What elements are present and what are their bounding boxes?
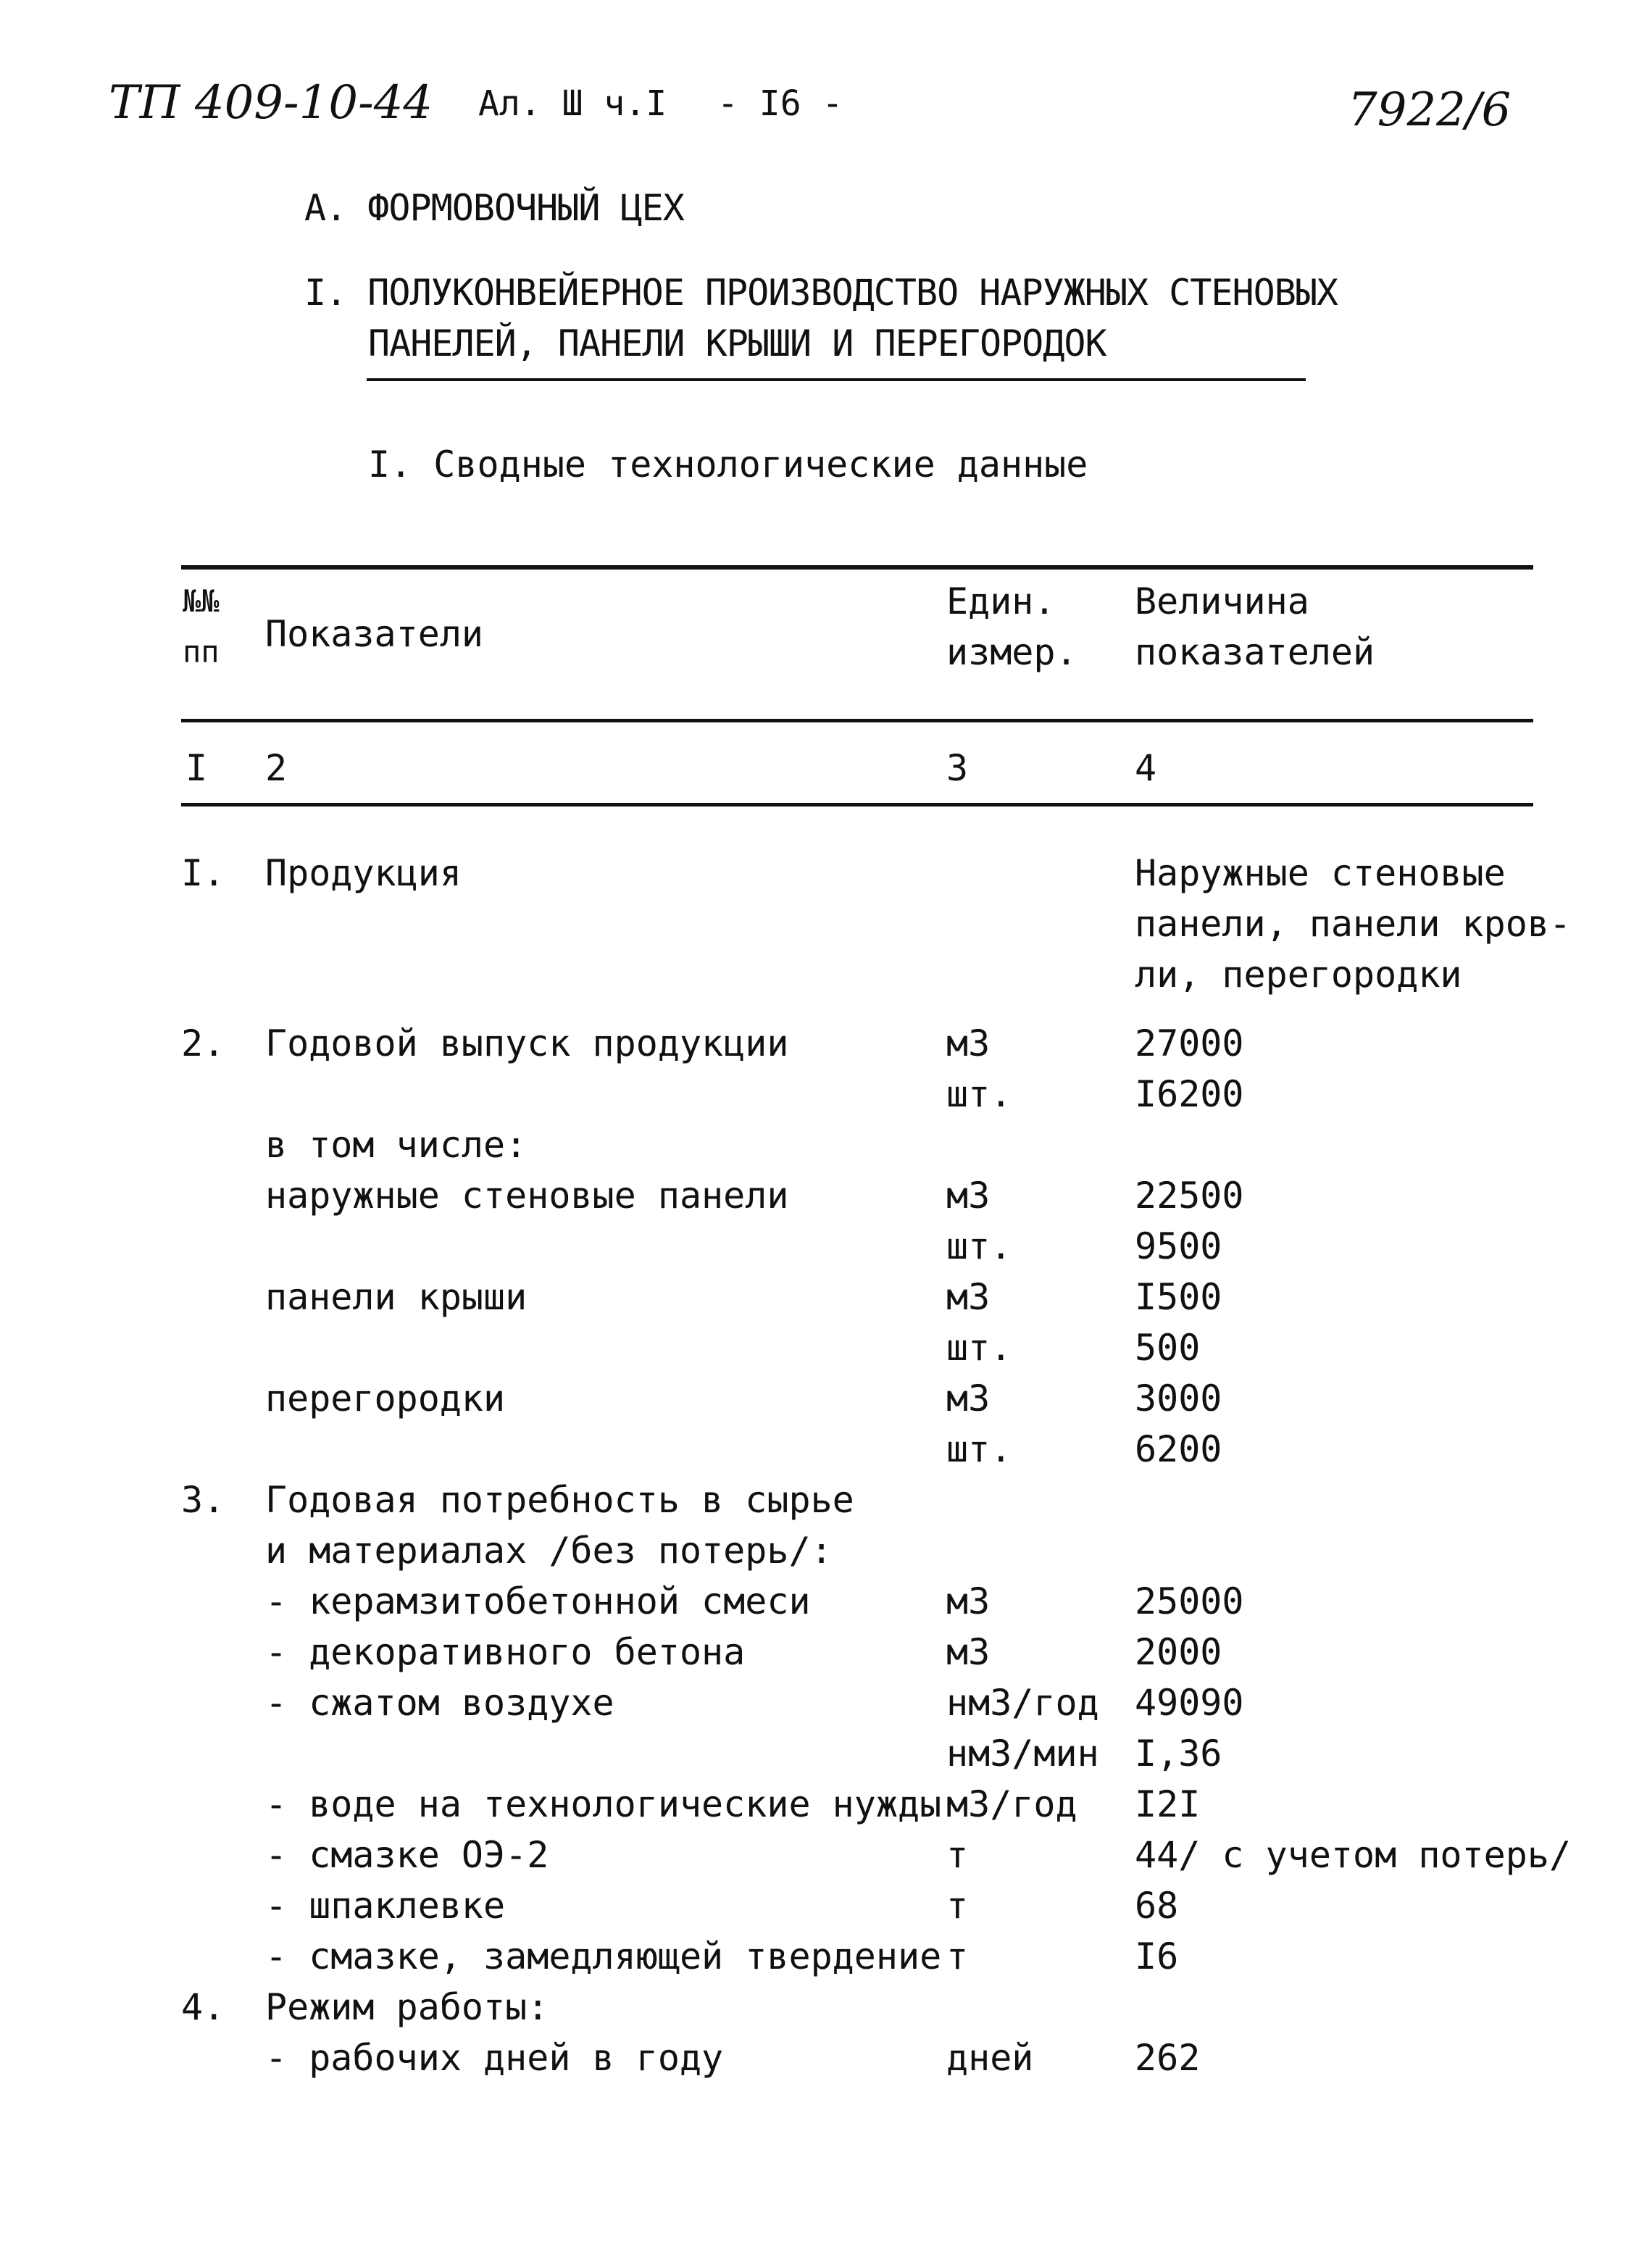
row-indicator: - смазке ОЭ-2 [265, 1834, 549, 1876]
row-unit: нм3/год [946, 1682, 1099, 1724]
row-value: 262 [1135, 2037, 1201, 2079]
header-num-line1: №№ [183, 583, 220, 619]
row-value: 68 [1135, 1885, 1179, 1927]
row-indicator: Режим работы: [265, 1986, 549, 2028]
row-indicator: Продукция [265, 852, 462, 894]
page-number: - I6 - [717, 83, 843, 124]
row-value: I2I [1135, 1783, 1201, 1825]
row-unit: т [946, 1935, 969, 1977]
row-unit: шт. [946, 1428, 1012, 1470]
row-unit: нм3/мин [946, 1733, 1099, 1775]
row-unit: м3 [946, 1377, 991, 1419]
section-1-title-line2: ПАНЕЛЕЙ, ПАНЕЛИ КРЫШИ И ПЕРЕГОРОДОК [368, 322, 1106, 364]
row-unit: дней [946, 2037, 1034, 2079]
subsection-title: I. Сводные технологические данные [368, 443, 1088, 485]
row-unit: м3 [946, 1022, 991, 1064]
row-indicator: - шпаклевке [265, 1885, 506, 1927]
row-number: 3. [181, 1479, 225, 1521]
row-indicator: перегородки [265, 1377, 506, 1419]
header-value-line1: Величина [1135, 580, 1309, 622]
table-header-rule [181, 719, 1533, 722]
row-indicator: - декоративного бетона [265, 1631, 746, 1673]
row-value: I6 [1135, 1935, 1179, 1977]
row-number: 4. [181, 1986, 225, 2028]
table-top-rule [181, 565, 1533, 570]
inventory-number: 7922/6 [1348, 83, 1512, 137]
row-indicator: Годовой выпуск продукции [265, 1022, 789, 1064]
row-value: панели, панели кров- [1135, 903, 1572, 945]
row-unit: м3 [946, 1276, 991, 1318]
row-value: 27000 [1135, 1022, 1244, 1064]
row-value: 6200 [1135, 1428, 1222, 1470]
row-value: I,36 [1135, 1733, 1222, 1775]
row-unit: шт. [946, 1073, 1012, 1115]
row-value: 25000 [1135, 1580, 1244, 1622]
header-num-line2: пп [183, 634, 220, 670]
row-indicator: - сжатом воздухе [265, 1682, 614, 1724]
section-a-title: А. ФОРМОВОЧНЫЙ ЦЕХ [304, 187, 684, 229]
row-value: 500 [1135, 1327, 1201, 1369]
row-value: 22500 [1135, 1175, 1244, 1217]
row-value: ли, перегородки [1135, 954, 1462, 996]
row-indicator: Годовая потребность в сырье [265, 1479, 854, 1521]
row-number: 2. [181, 1022, 225, 1064]
row-value: 44/ с учетом потерь/ [1135, 1834, 1572, 1876]
row-number: I. [181, 852, 225, 894]
row-indicator: панели крыши [265, 1276, 528, 1318]
row-value: 9500 [1135, 1225, 1222, 1267]
row-value: I6200 [1135, 1073, 1244, 1115]
row-unit: шт. [946, 1225, 1012, 1267]
row-unit: т [946, 1834, 969, 1876]
row-value: 49090 [1135, 1682, 1244, 1724]
section-1-title-line1: I. ПОЛУКОНВЕЙЕРНОЕ ПРОИЗВОДСТВО НАРУЖНЫХ СТЕНОВЫХ [304, 272, 1338, 314]
row-unit: м3 [946, 1580, 991, 1622]
row-unit: т [946, 1885, 969, 1927]
col-number-3: 3 [946, 747, 969, 789]
row-unit: м3 [946, 1631, 991, 1673]
title-underline [367, 378, 1306, 381]
row-indicator: - керамзитобетонной смеси [265, 1580, 811, 1622]
document-code: ТП 409-10-44 [109, 76, 433, 130]
row-indicator: наружные стеновые панели [265, 1175, 789, 1217]
row-value: 2000 [1135, 1631, 1222, 1673]
header-indicator: Показатели [265, 613, 484, 655]
row-value: 3000 [1135, 1377, 1222, 1419]
row-indicator: - рабочих дней в году [265, 2037, 724, 2079]
row-indicator: в том числе: [265, 1124, 528, 1166]
col-number-1: I [185, 747, 208, 789]
row-value: I500 [1135, 1276, 1222, 1318]
row-unit: м3/год [946, 1783, 1077, 1825]
row-unit: шт. [946, 1327, 1012, 1369]
row-unit: м3 [946, 1175, 991, 1217]
header-value-line2: показателей [1135, 631, 1375, 673]
row-value: Наружные стеновые [1135, 852, 1506, 894]
row-indicator: - воде на технологические нужды [265, 1783, 942, 1825]
header-unit-line1: Един. [946, 580, 1056, 622]
row-indicator: - смазке, замедляющей твердение [265, 1935, 942, 1977]
table-colnum-rule [181, 803, 1533, 806]
header-unit-line2: измер. [946, 631, 1077, 673]
row-indicator: и материалах /без потерь/: [265, 1530, 833, 1572]
col-number-4: 4 [1135, 747, 1157, 789]
col-number-2: 2 [265, 747, 288, 789]
album-reference: Ал. Ш ч.I [478, 83, 667, 124]
